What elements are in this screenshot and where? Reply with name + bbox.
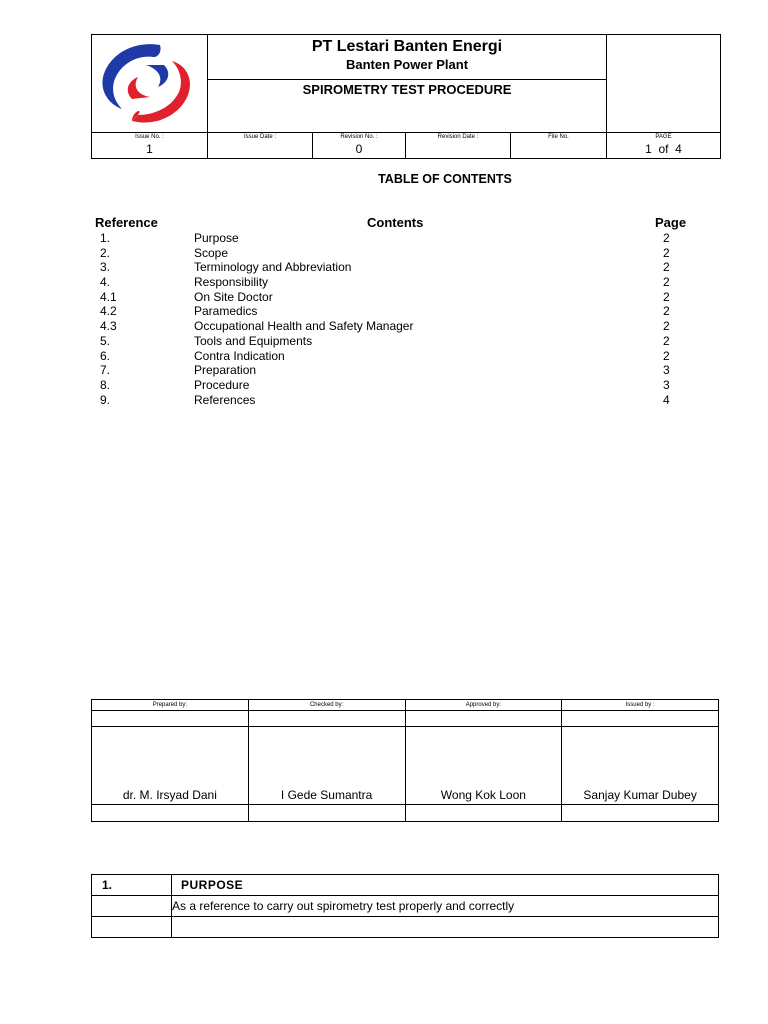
toc-row	[95, 334, 700, 349]
approved-by-label: Approved by:	[405, 700, 562, 711]
toc-row	[95, 290, 700, 305]
toc-row-reference: 4.1	[100, 289, 117, 304]
checked-by-name: I Gede Sumantra	[248, 727, 405, 805]
approved-by-name: Wong Kok Loon	[405, 727, 562, 805]
toc-row	[95, 319, 700, 334]
toc-row-reference: 4.	[100, 275, 111, 290]
toc-row-page: 2	[663, 348, 670, 363]
signature-date-cell	[92, 805, 249, 822]
document-header	[91, 34, 721, 159]
issued-by-name: Sanjay Kumar Dubey	[562, 727, 719, 805]
signature-blank	[562, 711, 719, 727]
signature-date-cell	[248, 805, 405, 822]
toc-row-contents: Responsibility	[194, 275, 269, 290]
toc-row	[95, 231, 700, 246]
section-number: 1.	[92, 875, 172, 896]
issue-date-label: Issue Date :	[243, 134, 276, 140]
signature-blank	[248, 711, 405, 727]
section-blank-cell	[92, 917, 172, 938]
toc-row-reference: 4.3	[100, 319, 117, 334]
issue-no-cell	[92, 133, 208, 159]
toc-row-page: 4	[663, 392, 670, 407]
toc-row	[95, 363, 700, 378]
toc-row-reference: 4.2	[100, 304, 117, 319]
toc-row-reference: 2.	[100, 245, 111, 260]
table-of-contents	[95, 215, 700, 407]
signature-date-cell	[562, 805, 719, 822]
toc-row-reference: 5.	[100, 333, 111, 348]
section-blank-cell	[92, 896, 172, 917]
toc-row-page: 2	[663, 289, 670, 304]
file-no-cell	[511, 133, 607, 159]
toc-row	[95, 260, 700, 275]
toc-row-page: 2	[663, 304, 670, 319]
issue-no-value: 1	[146, 142, 153, 156]
toc-row-page: 3	[663, 377, 670, 392]
section-text: As a reference to carry out spirometry test properly and correctly	[172, 896, 719, 917]
toc-row-contents: Occupational Health and Safety Manager	[194, 319, 414, 334]
toc-row	[95, 349, 700, 364]
toc-row-reference: 6.	[100, 348, 111, 363]
company-name: PT Lestari Banten Energi	[311, 38, 503, 55]
toc-row	[95, 246, 700, 261]
toc-row-contents: References	[194, 392, 256, 407]
revision-date-cell	[406, 133, 511, 159]
toc-row-page: 2	[663, 245, 670, 260]
company-cell	[208, 35, 607, 80]
toc-row-page: 2	[663, 333, 670, 348]
toc-row-reference: 7.	[100, 363, 111, 378]
blank-corner-cell	[607, 35, 721, 133]
plant-name: Banten Power Plant	[345, 57, 469, 72]
toc-row-reference: 9.	[100, 392, 111, 407]
toc-col-reference: Reference	[95, 215, 158, 230]
page-cell	[607, 133, 721, 159]
toc-row-page: 2	[663, 275, 670, 290]
prepared-by-name: dr. M. Irsyad Dani	[92, 727, 249, 805]
toc-row-page: 2	[663, 260, 670, 275]
signature-blank	[405, 711, 562, 727]
toc-row-reference: 8.	[100, 377, 111, 392]
file-no-label: File No.	[548, 134, 569, 140]
logo-cell	[92, 35, 208, 133]
toc-row-reference: 1.	[100, 231, 111, 245]
toc-row-contents: Purpose	[194, 231, 239, 245]
toc-row-contents: Paramedics	[194, 304, 258, 319]
toc-col-contents: Contents	[367, 215, 424, 230]
toc-title: TABLE OF CONTENTS	[378, 172, 512, 186]
signature-date-cell	[405, 805, 562, 822]
toc-row-page: 2	[663, 231, 670, 245]
revision-no-label: Revision No. :	[340, 134, 378, 140]
revision-no-value: 0	[355, 142, 363, 156]
toc-row	[95, 378, 700, 393]
toc-row-contents: Contra Indication	[194, 348, 285, 363]
toc-row	[95, 275, 700, 290]
toc-row-page: 3	[663, 363, 670, 378]
toc-row-reference: 3.	[100, 260, 111, 275]
signature-table	[91, 699, 719, 822]
toc-row-contents: Tools and Equipments	[194, 333, 313, 348]
toc-header-row	[95, 215, 700, 231]
toc-row	[95, 304, 700, 319]
revision-no-cell	[313, 133, 406, 159]
section-heading: PURPOSE	[172, 875, 719, 896]
toc-row-contents: On Site Doctor	[194, 289, 273, 304]
toc-row	[95, 393, 700, 408]
issue-no-label: Issue No. :	[135, 134, 164, 140]
page-value: 1 of 4	[645, 142, 682, 156]
toc-row-contents: Preparation	[194, 363, 257, 378]
checked-by-label: Checked by:	[248, 700, 405, 711]
toc-rows	[95, 231, 700, 407]
toc-row-page: 2	[663, 319, 670, 334]
signature-blank	[92, 711, 249, 727]
page-label: PAGE	[655, 134, 672, 140]
procedure-title: SPIROMETRY TEST PROCEDURE	[208, 80, 607, 133]
issue-date-cell	[208, 133, 313, 159]
toc-row-contents: Procedure	[194, 377, 250, 392]
toc-col-page: Page	[655, 215, 687, 230]
section-blank-cell	[172, 917, 719, 938]
issued-by-label: Issued by :	[562, 700, 719, 711]
purpose-section	[91, 874, 719, 938]
revision-date-label: Revision Date :	[437, 134, 479, 140]
company-logo-icon	[92, 35, 207, 130]
toc-row-contents: Scope	[194, 245, 229, 260]
toc-row-contents: Terminology and Abbreviation	[194, 260, 352, 275]
prepared-by-label: Prepared by:	[92, 700, 249, 711]
